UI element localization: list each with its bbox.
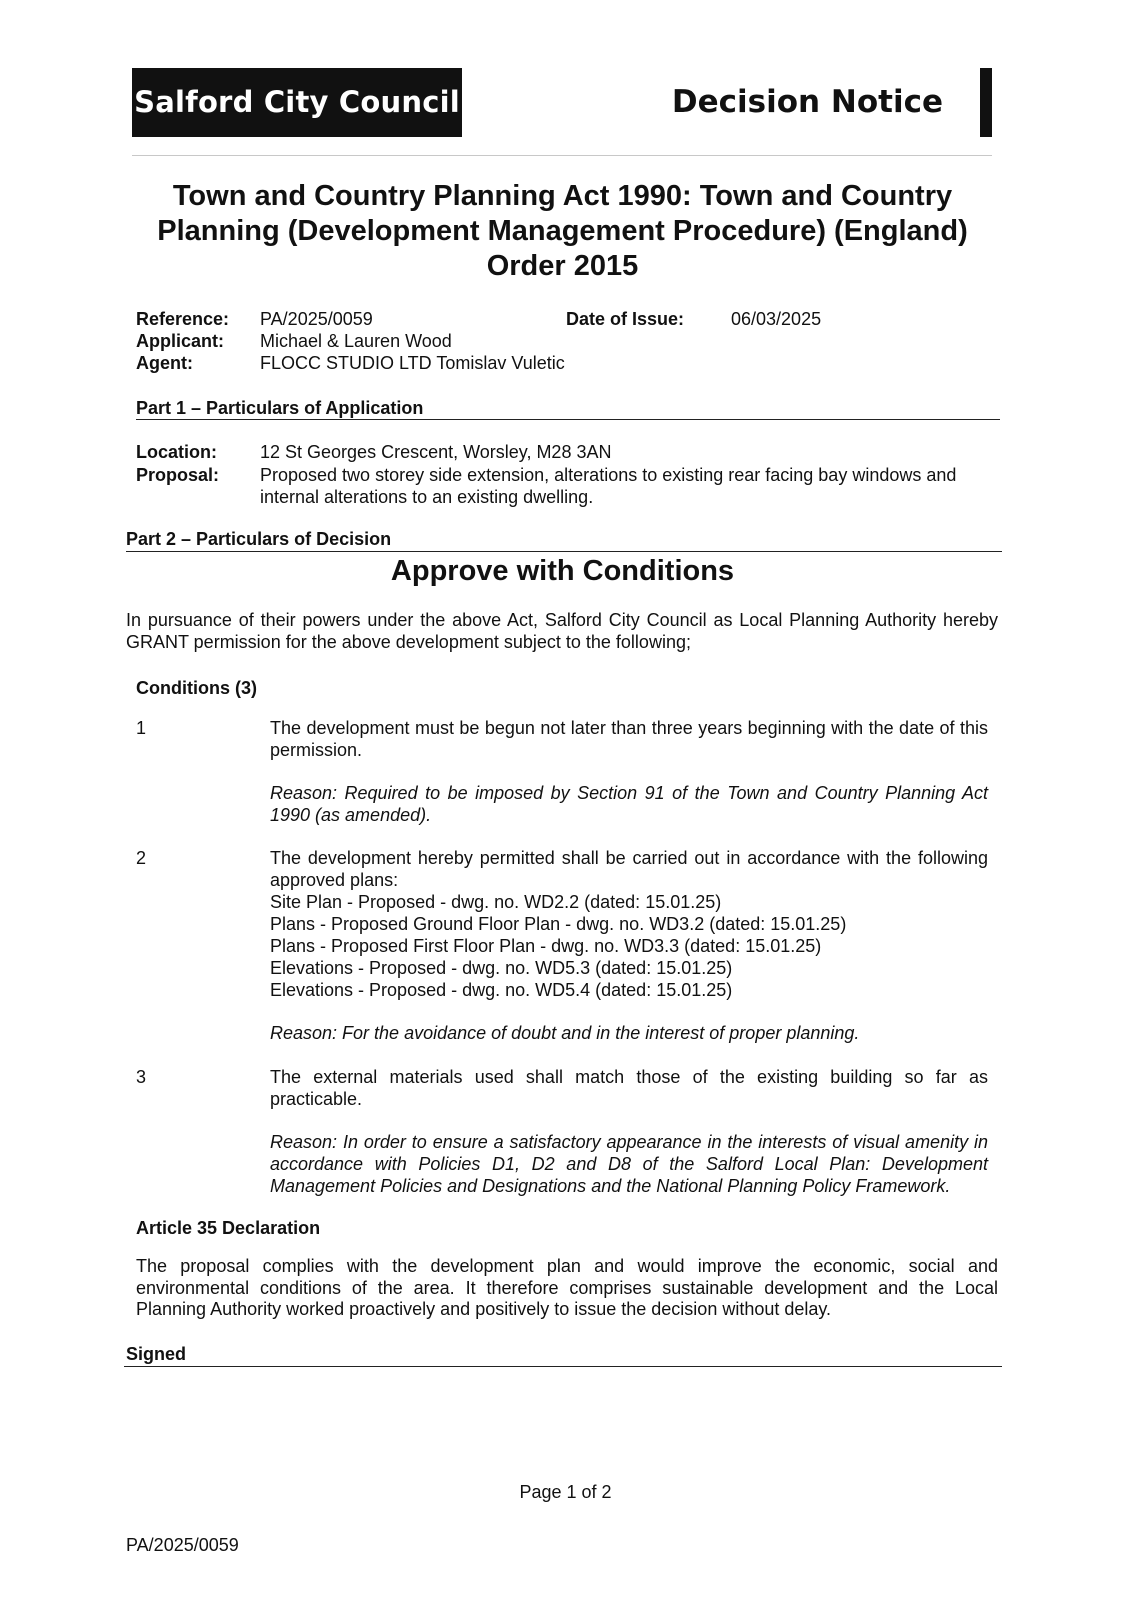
notice-title-bar [980, 68, 992, 137]
footer-reference: PA/2025/0059 [126, 1535, 239, 1555]
condition-text: The development hereby permitted shall be carried out in accordance with the following approved plans: [270, 848, 988, 890]
reference-label: Reference: [136, 309, 230, 329]
decision-intro: In pursuance of their powers under the above Act, Salford City Council as Local Planning Authority hereby GRANT permission for the above development subject to the following; [126, 610, 998, 652]
part2-heading: Part 2 – Particulars of Decision [126, 529, 392, 549]
approved-plan-item: Elevations - Proposed - dwg. no. WD5.4 (dated: 15.01.25) [270, 980, 733, 1000]
proposal-value: Proposed two storey side extension, alterations to existing rear facing bay windows and internal alterations to an existing dwelling. [260, 465, 957, 507]
condition-reason: Reason: For the avoidance of doubt and in the interest of proper planning. [270, 1023, 860, 1043]
article35-heading: Article 35 Declaration [136, 1218, 321, 1238]
applicant-label: Applicant: [136, 331, 224, 351]
approved-plans-list [270, 891, 988, 1001]
condition-number: 3 [136, 1067, 147, 1087]
condition-number: 1 [136, 718, 147, 738]
date-of-issue-label: Date of Issue: [566, 309, 685, 329]
conditions-heading: Conditions (3) [136, 678, 257, 698]
council-logo: Salford City Council [132, 68, 462, 137]
header-divider [132, 155, 992, 156]
approved-plan-item: Plans - Proposed Ground Floor Plan - dwg. no. WD3.2 (dated: 15.01.25) [270, 914, 847, 934]
approved-plan-item: Site Plan - Proposed - dwg. no. WD2.2 (dated: 15.01.25) [270, 892, 722, 912]
proposal-label: Proposal: [136, 465, 220, 485]
page-number: Page 1 of 2 [519, 1482, 612, 1502]
location-value: 12 St Georges Crescent, Worsley, M28 3AN [260, 442, 612, 462]
condition-reason: Reason: In order to ensure a satisfactory appearance in the interests of visual amenity in accordance with Policies D1, D2 and D8 of the Salford Local Plan: Development Management Policies and Designations and the National Planning Policy Framework. [270, 1132, 988, 1196]
approved-plan-item: Plans - Proposed First Floor Plan - dwg. no. WD3.3 (dated: 15.01.25) [270, 936, 822, 956]
act-title: Town and Country Planning Act 1990: Town and Country Planning (Development Management Procedure) (England) Order 2015 [157, 180, 968, 282]
location-label: Location: [136, 442, 217, 462]
article35-text: The proposal complies with the development plan and would improve the economic, social and environmental conditions of the area. It therefore comprises sustainable development and the Local Planning Authority worked proactively and positively to issue the decision without delay. [136, 1256, 998, 1319]
signed-rule [124, 1366, 1002, 1367]
decision-title: Approve with Conditions [390, 555, 735, 587]
condition-reason: Reason: Required to be imposed by Section 91 of the Town and Country Planning Act 1990 (as amended). [270, 783, 988, 825]
applicant-value: Michael & Lauren Wood [260, 331, 452, 351]
date-of-issue-value: 06/03/2025 [731, 309, 822, 329]
reference-value: PA/2025/0059 [260, 309, 373, 329]
agent-value: FLOCC STUDIO LTD Tomislav Vuletic [260, 353, 565, 373]
condition-text: The development must be begun not later than three years beginning with the date of this permission. [270, 718, 988, 760]
part2-rule [126, 551, 1002, 552]
signed-heading: Signed [126, 1344, 187, 1364]
part1-heading: Part 1 – Particulars of Application [136, 398, 424, 418]
condition-number: 2 [136, 848, 147, 868]
part1-rule [136, 419, 1000, 420]
notice-title: Decision Notice [671, 84, 943, 120]
condition-text: The external materials used shall match those of the existing building so far as practicable. [270, 1067, 988, 1109]
approved-plan-item: Elevations - Proposed - dwg. no. WD5.3 (dated: 15.01.25) [270, 958, 733, 978]
agent-label: Agent: [136, 353, 193, 373]
